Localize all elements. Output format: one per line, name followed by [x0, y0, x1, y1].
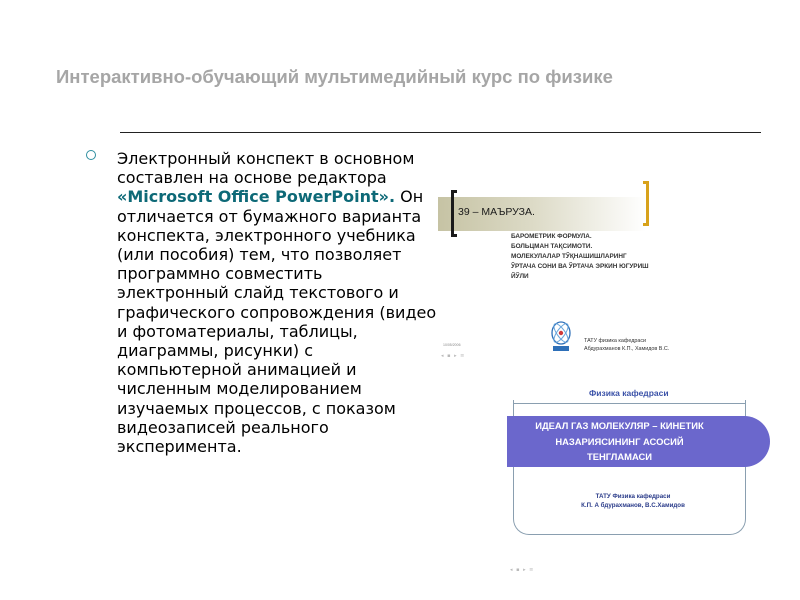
atom-logo-icon	[549, 319, 573, 353]
bullet-circle-icon	[86, 150, 96, 160]
banner-line: ИДЕАЛ ГАЗ МОЛЕКУЛЯР – КИНЕТИК	[535, 420, 704, 431]
bullet-text-part1: Электронный конспект в основном составлен на основе редактора	[117, 149, 415, 188]
topic-line: МОЛЕКУЛАЛАР ТЎҚНАШИШЛАРИНГ	[511, 253, 627, 260]
slide-nav-controls-2: ◂ ▪ ▸ ≡	[510, 567, 535, 573]
lecture-topics	[511, 232, 671, 282]
banner-line: ТЕНГЛАМАСИ	[586, 451, 653, 462]
topic-line: БОЛЬЦМАН ТАҚСИМОТИ.	[511, 243, 593, 250]
topic-line: ЎРТАЧА СОНИ ВА ЎРТАЧА ЭРКИН ЮГУРИШ	[511, 263, 649, 270]
bullet-text-highlight: «Microsoft Office PowerPoint».	[117, 187, 396, 207]
credit-line: ТАТУ физика кафедраси	[584, 338, 647, 344]
slide-nav-controls: ◂ ▪ ▸ ≡	[441, 353, 466, 359]
banner-line: НАЗАРИЯСИНИНГ АСОСИЙ	[555, 435, 684, 447]
banner-title	[507, 418, 732, 465]
right-bracket-decoration	[643, 181, 649, 226]
credit-line: К.П. А бдурахманов, В.С.Хамидов	[581, 502, 685, 509]
topic-line: БАРОМЕТРИК ФОРМУЛА.	[511, 233, 592, 240]
author-credit	[584, 337, 669, 353]
department-label: Физика кафедраси	[589, 388, 669, 398]
topic-line: ЙЎЛИ	[511, 273, 529, 280]
slide-title: Интерактивно-обучающий мультимедийный курс по физике	[56, 66, 613, 87]
bullet-text	[117, 149, 439, 456]
credit-line: ТАТУ Физика кафедраси	[595, 493, 671, 500]
author-credit-2	[556, 492, 710, 510]
credit-line: Абдурахманов К.П., Хамидов В.С.	[584, 346, 670, 352]
bullet-text-part2: Он отличается от бумажного варианта конспекта, электронного учебника (или пособия) тем, что позволяет программно совместить электронный слайд текстового и графического сопровождения (видео и фотоматериалы, таблицы, диаграммы, рисунки) с компьютерной анимацией и численным моделированием изучаемых процессов, с показом видеозаписей реального эксперимента.	[117, 187, 437, 457]
left-bracket-decoration	[451, 190, 457, 237]
slide-date: 10/05/2006	[443, 343, 461, 347]
title-divider	[120, 132, 761, 133]
lecture-number: 39 – МАЪРУЗА.	[458, 206, 535, 218]
